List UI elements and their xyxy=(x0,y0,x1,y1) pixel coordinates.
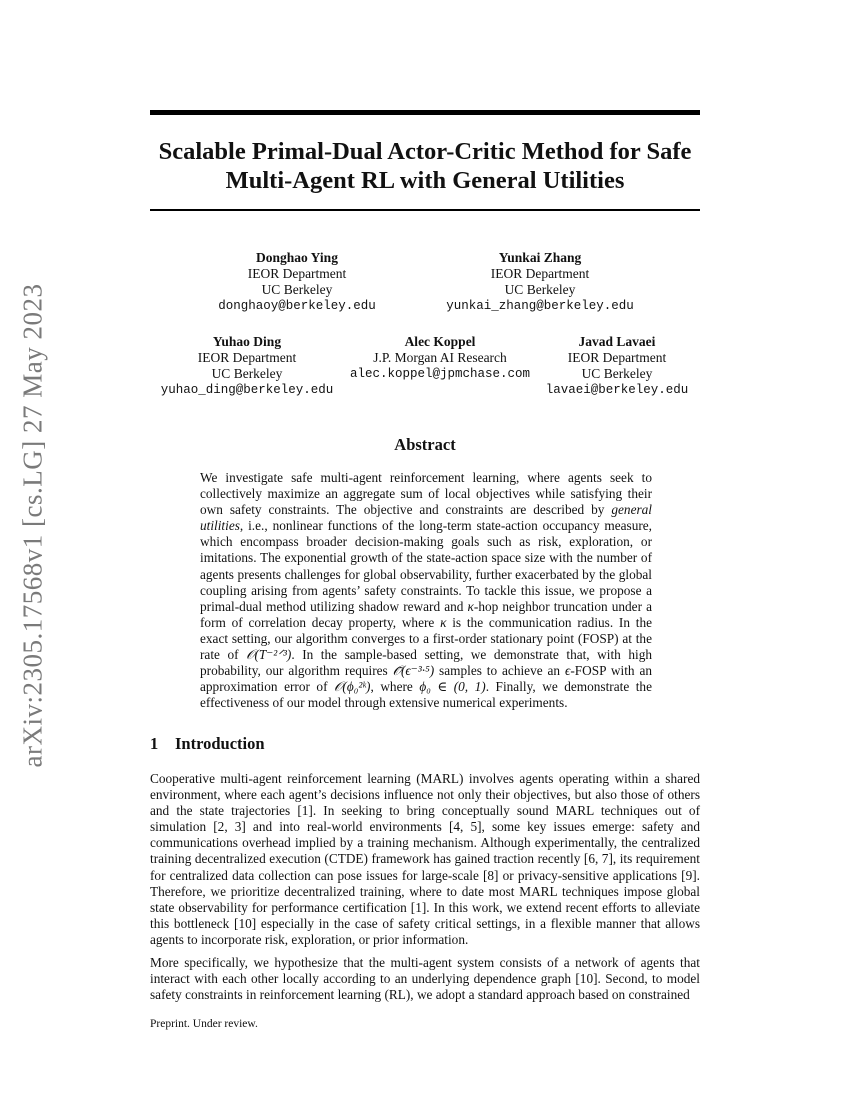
section-body xyxy=(150,771,700,1010)
title-top-rule xyxy=(150,110,700,115)
author-name: Yunkai Zhang xyxy=(498,250,582,265)
math-expression: ϕ₀ ∈ (0, 1) xyxy=(419,679,486,695)
author-name: Javad Lavaei xyxy=(578,334,656,349)
author-name: Yuhao Ding xyxy=(212,334,282,349)
author-name: Alec Koppel xyxy=(404,334,476,349)
author-name: Donghao Ying xyxy=(256,250,338,265)
abstract-heading: Abstract xyxy=(394,435,456,454)
author-email[interactable]: yunkai_zhang@berkeley.edu xyxy=(446,299,634,313)
math-symbol: κ xyxy=(467,598,474,614)
author-block xyxy=(182,250,412,314)
author-block xyxy=(502,334,732,398)
author-inst: UC Berkeley xyxy=(581,366,653,381)
math-symbol: ϵ xyxy=(564,663,571,679)
title-bottom-rule xyxy=(150,209,700,211)
author-inst: UC Berkeley xyxy=(211,366,283,381)
math-expression: 𝒪(ϕ₀²ᵏ) xyxy=(334,679,371,695)
body-paragraph: More specifically, we hypothesize that the multi-agent system consists of a network of agents that interact with each other locally according to an underlying dependence graph [10]. Second, to model safety constraints in reinforcement learning (RL), we adopt a standard approach based on constrained xyxy=(150,955,700,1003)
section-heading xyxy=(150,734,265,754)
author-email[interactable]: donghaoy@berkeley.edu xyxy=(218,299,376,313)
author-email[interactable]: lavaei@berkeley.edu xyxy=(545,383,689,397)
author-email[interactable]: alec.koppel@jpmchase.com xyxy=(349,367,531,381)
author-inst: UC Berkeley xyxy=(504,282,576,297)
arxiv-stamp-text: arXiv:2305.17568v1 [cs.LG] 27 May 2023 xyxy=(17,283,48,767)
section-title: Introduction xyxy=(175,734,265,753)
author-inst: UC Berkeley xyxy=(261,282,333,297)
abstract-paragraph: We investigate safe multi-agent reinforcement learning, where agents seek to collectively maximize an aggregate sum of local objectives while satisfying their own safety constraints. The objective and constraints are described by general utilities, i.e., nonlinear functions of the long-term state-action occupancy measure, which encompass broader decision-making goals such as risk, exploration, or imitations. The exponential growth of the state-action space size with the number of agents presents challenges for global observability, further exacerbated by the global coupling arising from agents’ safety constraints. To tackle this issue, we propose a primal-dual method utilizing shadow reward and κ-hop neighbor truncation under a form of correlation decay property, where κ is the communication radius. In the exact setting, our algorithm converges to a first-order stationary point (FOSP) at the rate of 𝒪(T⁻²ᐟ³). In the sample-based setting, we demonstrate that, with high probability, our algorithm requires 𝒪̃(ϵ⁻³·⁵) samples to achieve an ϵ-FOSP with an approximation error of 𝒪(ϕ₀²ᵏ), where ϕ₀ ∈ (0, 1). Finally, we demonstrate the effectiveness of our model through extensive numerical experiments. xyxy=(200,470,653,711)
math-symbol: κ xyxy=(440,614,447,630)
paper-title: Scalable Primal-Dual Actor-Critic Method for Safe Multi-Agent RL with General Utilities xyxy=(158,138,692,194)
author-dept: IEOR Department xyxy=(197,350,297,365)
author-dept: IEOR Department xyxy=(247,266,347,281)
footer-note: Preprint. Under review. xyxy=(150,1018,258,1030)
author-dept: J.P. Morgan AI Research xyxy=(373,350,507,365)
abstract-body xyxy=(200,470,652,711)
arxiv-stamp xyxy=(8,285,58,765)
body-paragraph: Cooperative multi-agent reinforcement learning (MARL) involves agents operating within a shared environment, where each agent’s decisions influence not only their objectives, but also those of others and the state trajectories [1]. In seeking to bring conceptually sound MARL techniques out of simulation [2, 3] and into real-world environments [4, 5], some key issues emerge: safety and communications overhead implied by a training mechanism. Although experimentally, the centralized training decentralized execution (CTDE) framework has gained traction recently [6, 7], its requirement for centralized data collection can pose issues for large-scale [8] or privacy-sensitive applications [9]. Therefore, we prioritize decentralized training, where to date most MARL techniques impose global state observability for performance certification [1]. In this work, we extend recent efforts to alleviate this bottleneck [10] especially in the case of safety critical settings, in a flexible manner that allows agents to incorporate risk, exploration, or prior information. xyxy=(150,771,700,947)
author-dept: IEOR Department xyxy=(567,350,667,365)
math-expression: 𝒪̃(ϵ⁻³·⁵) xyxy=(392,663,435,679)
author-dept: IEOR Department xyxy=(490,266,590,281)
emphasis: general utilities xyxy=(200,502,652,534)
author-block xyxy=(425,250,655,314)
math-expression: 𝒪(T⁻²ᐟ³) xyxy=(246,647,292,663)
author-email[interactable]: yuhao_ding@berkeley.edu xyxy=(160,383,334,397)
section-number: 1 xyxy=(150,734,159,753)
